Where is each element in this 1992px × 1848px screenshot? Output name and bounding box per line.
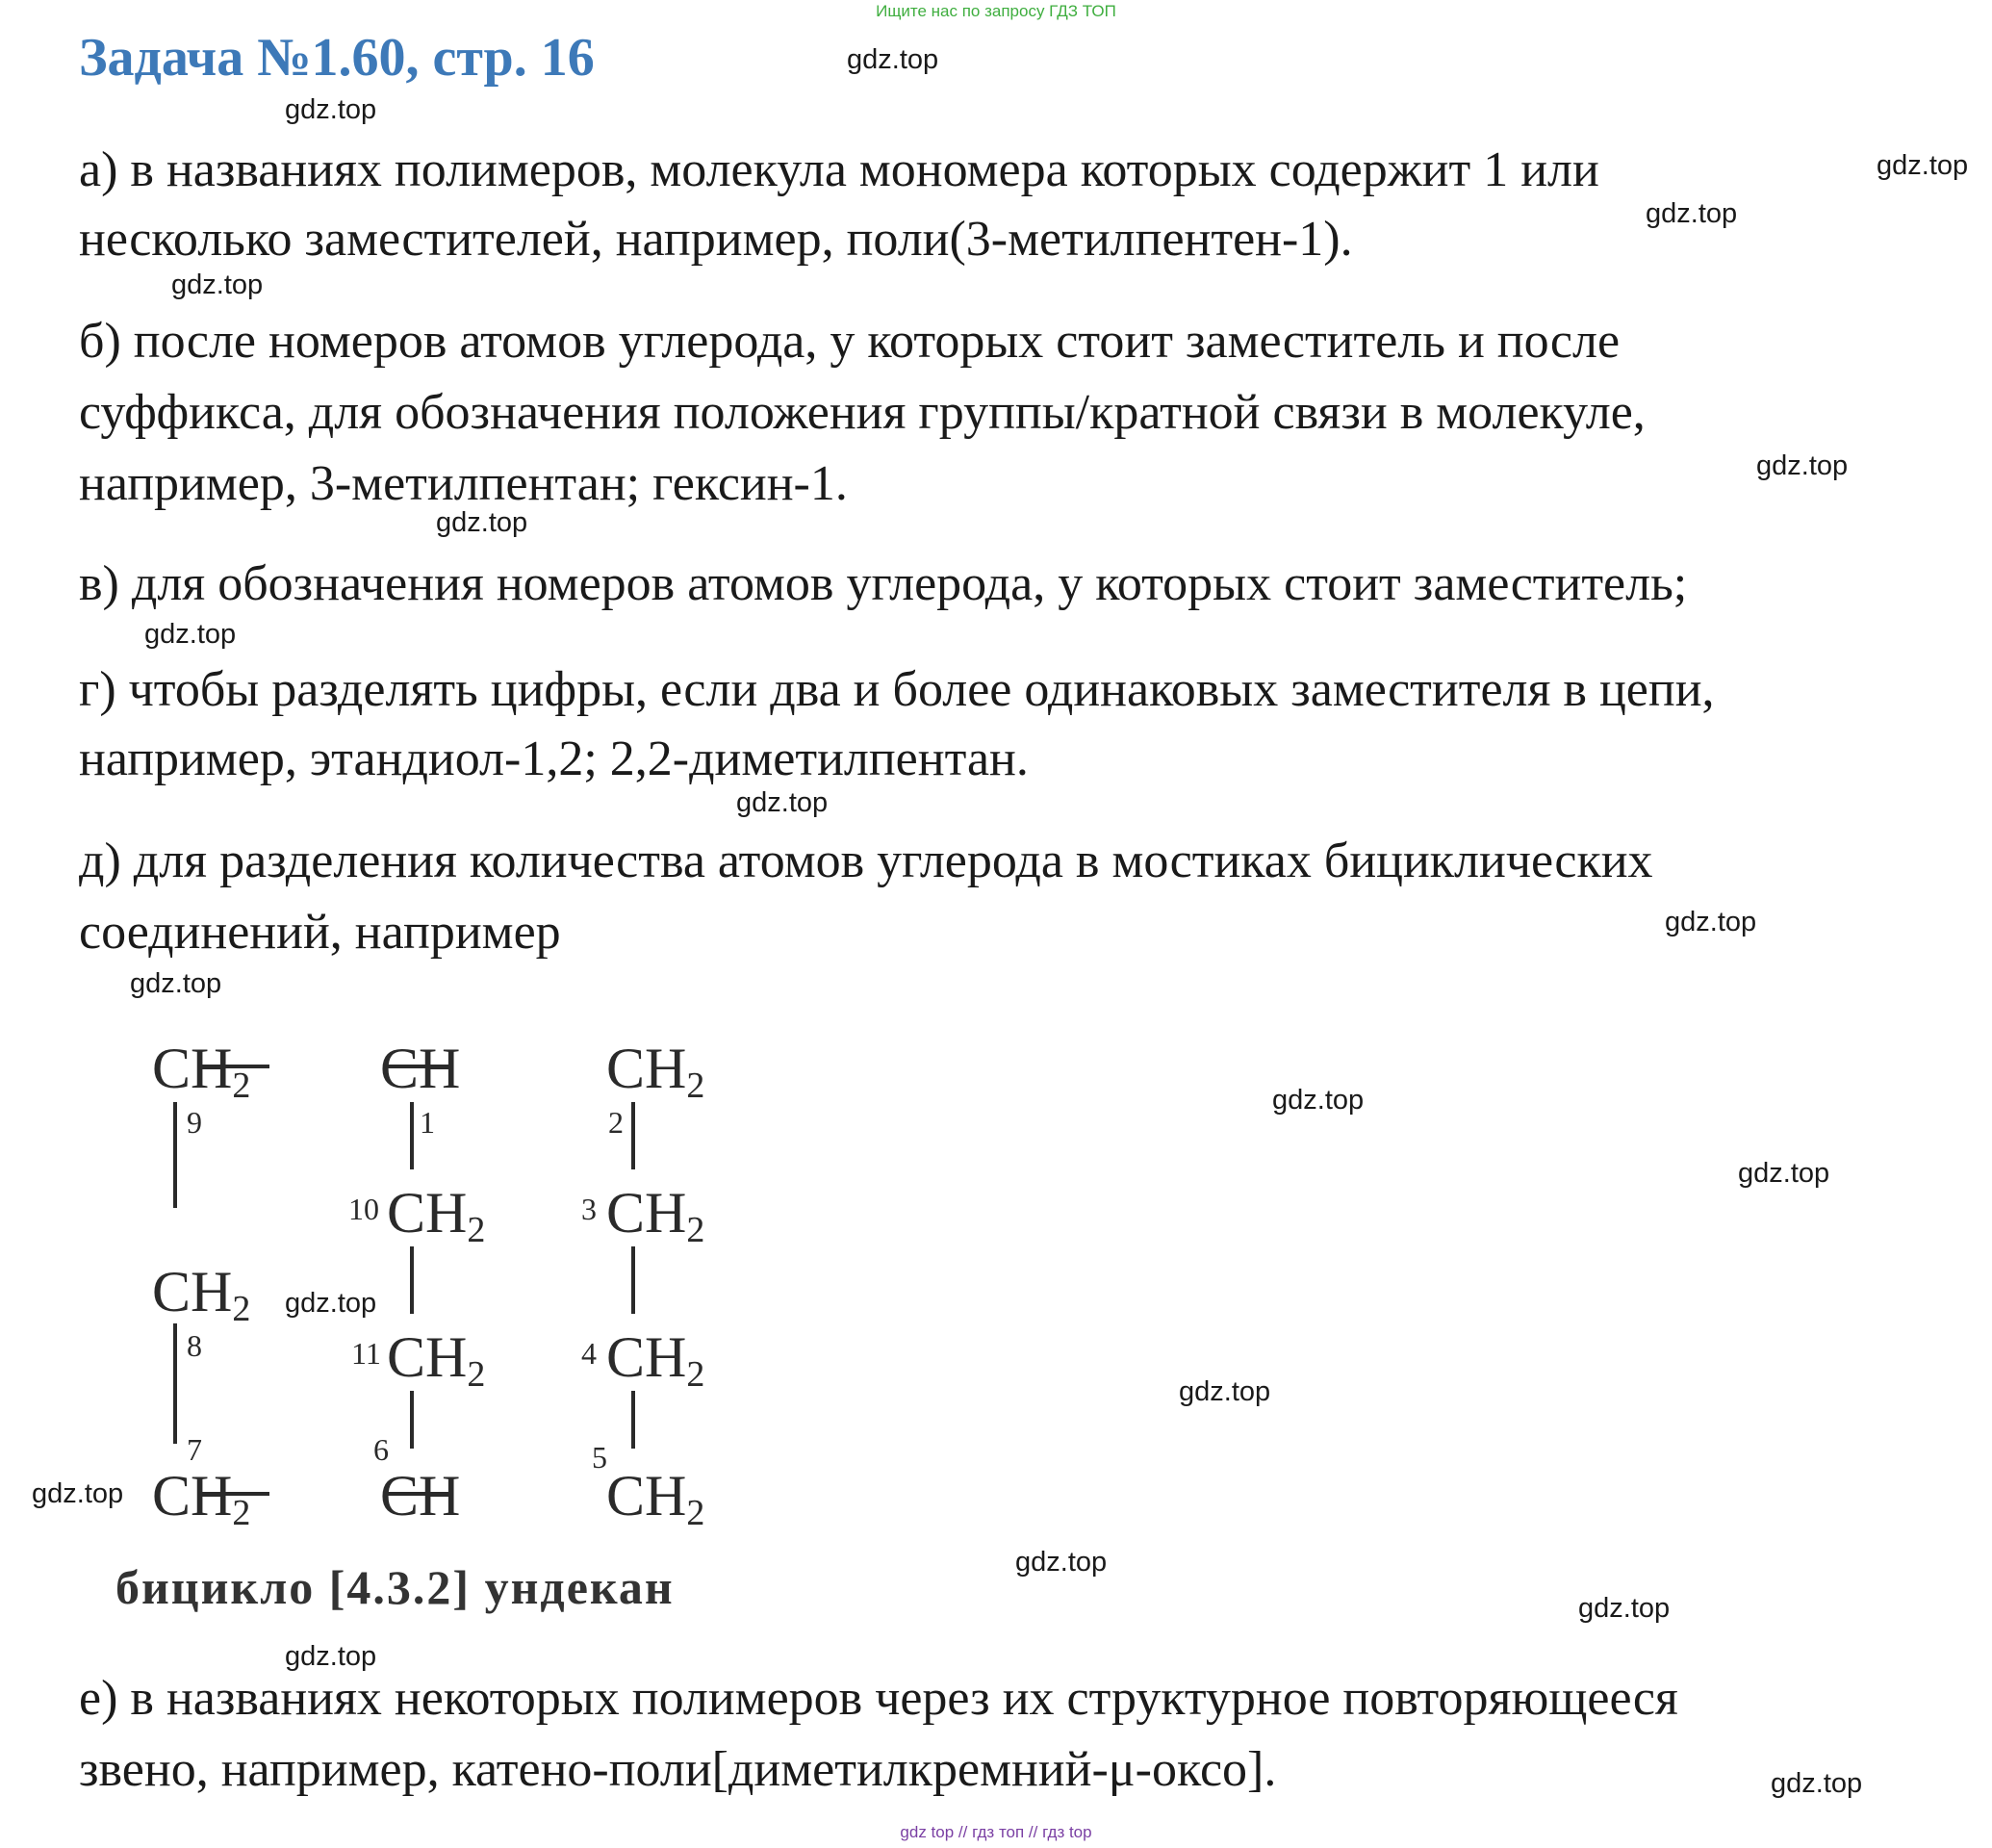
atom-c3: $CH_2$ bbox=[606, 1181, 705, 1250]
paragraph-e-line2: звено, например, катено-поли[диметилкремний-μ-оксо]. bbox=[79, 1742, 1277, 1797]
label-6: 6 bbox=[373, 1432, 389, 1467]
paragraph-a-line2: несколько заместителей, например, поли(3-метилпентен-1). bbox=[79, 212, 1353, 267]
watermark: gdz.top bbox=[1738, 1158, 1830, 1189]
watermark: gdz.top bbox=[1179, 1376, 1271, 1407]
label-3: 3 bbox=[581, 1192, 597, 1226]
top-banner: Ищите нас по запросу ГДЗ ТОП bbox=[876, 2, 1116, 20]
atom-c11: $CH_2$ bbox=[387, 1325, 486, 1395]
footer: gdz top // гдз топ // гдз top bbox=[900, 1823, 1092, 1841]
label-8: 8 bbox=[187, 1328, 202, 1363]
label-9: 9 bbox=[187, 1105, 202, 1140]
paragraph-b-line1: б) после номеров атомов углерода, у которых стоит заместитель и после bbox=[79, 314, 1621, 369]
label-5: 5 bbox=[592, 1440, 607, 1475]
watermark: gdz.top bbox=[1665, 907, 1757, 937]
page-title: Задача №1.60, стр. 16 bbox=[79, 28, 595, 88]
paragraph-a-line1: а) в названиях полимеров, молекула мономера которых содержит 1 или bbox=[79, 142, 1599, 197]
label-2: 2 bbox=[608, 1105, 624, 1140]
paragraph-v-line1: в) для обозначения номеров атомов углерода, у которых стоит заместитель; bbox=[79, 556, 1688, 611]
paragraph-e-line1: е) в названиях некоторых полимеров через их структурное повторяющееся bbox=[79, 1671, 1678, 1726]
watermark: gdz.top bbox=[32, 1478, 124, 1509]
atom-c1: CH bbox=[380, 1037, 461, 1100]
label-10: 10 bbox=[348, 1192, 379, 1226]
watermark: gdz.top bbox=[171, 270, 264, 300]
watermark: gdz.top bbox=[1578, 1593, 1671, 1624]
label-7: 7 bbox=[187, 1432, 202, 1467]
paragraph-g-line1: г) чтобы разделять цифры, если два и более одинаковых заместителя в цепи, bbox=[79, 662, 1715, 717]
label-1: 1 bbox=[420, 1105, 435, 1140]
paragraph-d-line2: соединений, например bbox=[79, 905, 561, 960]
bicyclo-structure-diagram bbox=[106, 1011, 760, 1627]
diagram-caption: бицикло [4.3.2] ундекан bbox=[115, 1560, 675, 1614]
watermark: gdz.top bbox=[1015, 1547, 1108, 1578]
paragraph-d-line1: д) для разделения количества атомов углерода в мостиках бициклических bbox=[79, 834, 1653, 888]
watermark: gdz.top bbox=[1756, 450, 1849, 481]
watermark: gdz.top bbox=[736, 787, 829, 818]
atom-c4: $CH_2$ bbox=[606, 1325, 705, 1395]
atom-c10: $CH_2$ bbox=[387, 1181, 486, 1250]
atom-c2: $CH_2$ bbox=[606, 1037, 705, 1106]
label-4: 4 bbox=[581, 1336, 597, 1371]
watermark: gdz.top bbox=[285, 1641, 377, 1672]
label-11: 11 bbox=[351, 1336, 381, 1371]
watermark: gdz.top bbox=[1646, 198, 1738, 229]
watermark: gdz.top bbox=[285, 1288, 377, 1319]
watermark: gdz.top bbox=[144, 619, 237, 650]
watermark: gdz.top bbox=[847, 44, 939, 75]
watermark: gdz.top bbox=[1771, 1768, 1863, 1799]
atom-c6: CH bbox=[380, 1464, 461, 1527]
atom-c7: $CH_2$ bbox=[152, 1464, 251, 1533]
atom-c5: $CH_2$ bbox=[606, 1464, 705, 1533]
atom-c8: $CH_2$ bbox=[152, 1260, 251, 1329]
watermark: gdz.top bbox=[130, 968, 222, 999]
paragraph-b-line2: суффикса, для обозначения положения группы/кратной связи в молекуле, bbox=[79, 385, 1646, 440]
atom-c9: $CH_2$ bbox=[152, 1037, 251, 1106]
paragraph-g-line2: например, этандиол-1,2; 2,2-диметилпентан. bbox=[79, 732, 1029, 786]
paragraph-b-line3: например, 3-метилпентан; гексин-1. bbox=[79, 456, 848, 511]
watermark: gdz.top bbox=[1272, 1085, 1365, 1116]
watermark: gdz.top bbox=[436, 507, 528, 538]
watermark: gdz.top bbox=[1877, 150, 1969, 181]
watermark: gdz.top bbox=[285, 94, 377, 125]
